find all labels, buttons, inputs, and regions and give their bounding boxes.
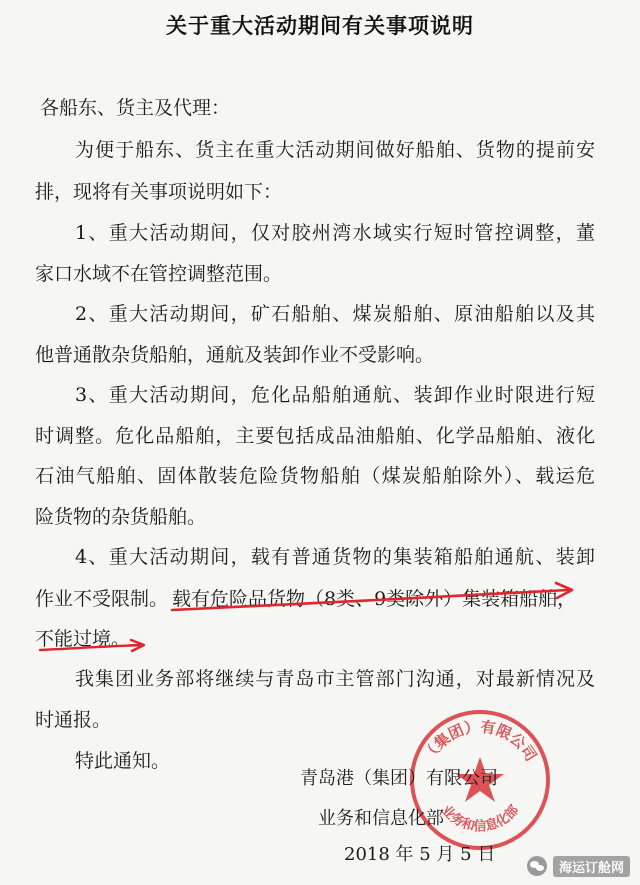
item2-line-1: 2、重大活动期间，矿石船舶、煤炭船舶、原油船舶以及其 xyxy=(75,303,595,325)
item4-line-2a: 作业不受限制。 xyxy=(35,588,169,610)
wechat-icon xyxy=(527,856,547,876)
item3-line-3: 石油气船舶、固体散装危险货物船舶（煤炭船舶除外）、载运危 xyxy=(35,465,595,487)
item2-line-2: 他普通散杂货船舶，通航及装卸作业不受影响。 xyxy=(35,344,435,366)
watermark xyxy=(527,855,630,877)
item3-line-2: 时调整。危化品船舶，主要包括成品油船舶、化学品船舶、液化 xyxy=(35,425,595,447)
item4-line-2b-highlighted: 载有危险品货物（8类、9类除外）集装箱船舶， xyxy=(172,588,577,610)
item4-line-1: 4、重大活动期间，载有普通货物的集装箱船舶通航、装卸 xyxy=(75,546,595,568)
seal-top-text: （集团）有限公司 xyxy=(419,717,541,765)
item1-line-1: 1、重大活动期间，仅对胶州湾水域实行短时管控调整，董 xyxy=(75,222,595,244)
watermark-text: 海运订舱网 xyxy=(553,856,630,877)
seal-bottom-text: 业务和信息化部 xyxy=(437,802,523,835)
item1-line-2: 家口水域不在管控调整范围。 xyxy=(35,263,283,285)
closing-line-2: 时通报。 xyxy=(35,709,112,731)
salutation: 各船东、货主及代理： xyxy=(40,97,231,119)
item3-line-4: 险货物的杂货船舶。 xyxy=(35,506,207,528)
signer-organization: 青岛港（集团）有限公司 xyxy=(300,768,498,789)
intro-line-1: 为便于船东、货主在重大活动期间做好船舶、货物的提前安 xyxy=(75,139,595,161)
notice: 特此通知。 xyxy=(75,750,171,772)
signer-department: 业务和信息化部 xyxy=(318,808,444,829)
item3-line-1: 3、重大活动期间，危化品船舶通航、装卸作业时限进行短 xyxy=(75,384,595,406)
document-date: 2018 年 5 月 5 日 xyxy=(344,844,496,865)
closing-line-1: 我集团业务部将继续与青岛市主管部门沟通，对最新情况及 xyxy=(75,668,595,690)
intro-line-2: 排，现将有关事项说明如下： xyxy=(35,181,283,203)
document-title: 关于重大活动期间有关事项说明 xyxy=(166,14,474,38)
underline-arrow-2-head xyxy=(131,640,144,651)
item4-line-3-highlighted: 不能过境。 xyxy=(35,628,131,650)
